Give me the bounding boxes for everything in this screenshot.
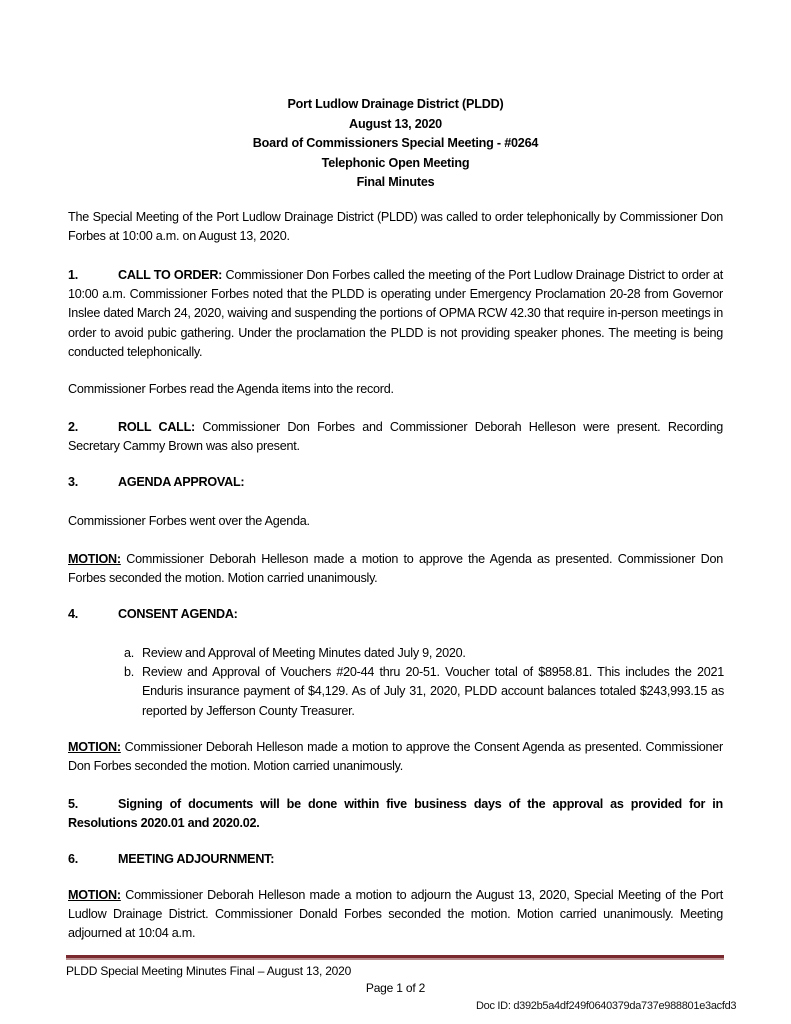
- motion-adjourn: [68, 886, 723, 944]
- district-name: Port Ludlow Drainage District (PLDD): [287, 97, 504, 111]
- agenda-review-paragraph: Commissioner Forbes went over the Agenda.: [68, 514, 310, 528]
- section-label: CALL TO ORDER:: [118, 268, 223, 282]
- motion-text: Commissioner Deborah Helleson made a motion to approve the Agenda as presented. Commissioner Don Forbes seconded the motion. Motion carried unanimously.: [68, 552, 723, 586]
- section-number: 1.: [68, 268, 79, 282]
- page-number: Page 1 of 2: [365, 981, 426, 995]
- section-consent-agenda: [68, 607, 238, 621]
- section-text: Commissioner Don Forbes called the meeting of the Port Ludlow Drainage District to order at 10:00 a.m. Commissioner Forbes noted that the PLDD is operating under Emergency Proclamation 20-28 from Governor Inslee dated March 24, 2020, waiving and suspending the portions of OPMA RCW 42.30 that require in-person meetings in order to avoid pubic gathering. Under the proclamation the PLDD is not providing speaker phones. The meeting is being conducted telephonically.: [68, 268, 724, 359]
- footer-title: PLDD Special Meeting Minutes Final – August 13, 2020: [66, 964, 352, 978]
- motion-text: Commissioner Deborah Helleson made a motion to approve the Consent Agenda as presented. Commissioner Don Forbes seconded the motion. Motion carried unanimously.: [68, 740, 723, 774]
- section-number: 6.: [68, 852, 79, 866]
- list-item: [124, 644, 724, 663]
- motion-approve-agenda: [68, 550, 723, 588]
- section-number: 2.: [68, 420, 79, 434]
- section-number: 4.: [68, 607, 79, 621]
- section-label: AGENDA APPROVAL:: [118, 475, 245, 489]
- section-agenda-approval: [68, 475, 244, 489]
- agenda-read-paragraph: Commissioner Forbes read the Agenda items into the record.: [68, 382, 394, 396]
- section-signing-documents: [68, 795, 723, 833]
- list-item-text: Review and Approval of Meeting Minutes dated July 9, 2020.: [142, 646, 466, 660]
- motion-label: MOTION:: [68, 740, 121, 754]
- list-item: [124, 663, 724, 721]
- section-number: 3.: [68, 475, 79, 489]
- meeting-type: Telephonic Open Meeting: [321, 155, 470, 170]
- list-item-text: Review and Approval of Vouchers #20-44 thru 20-51. Voucher total of $8958.81. This includes the 2021 Enduris insurance payment of $4,129. As of July 31, 2020, PLDD account balances totaled $243,993.15 as reported by Jefferson County Treasurer.: [142, 665, 724, 718]
- meeting-title: Board of Commissioners Special Meeting - #0264: [252, 136, 539, 151]
- section-call-to-order: [68, 266, 723, 362]
- section-label: CONSENT AGENDA:: [118, 607, 238, 621]
- section-number: 5.: [68, 797, 79, 811]
- meeting-date: August 13, 2020: [349, 116, 442, 131]
- list-marker: b.: [124, 665, 135, 680]
- footer-rule-shadow: [66, 958, 724, 960]
- section-roll-call: [68, 418, 723, 456]
- section-text: Commissioner Don Forbes and Commissioner Deborah Helleson were present. Recording Secretary Cammy Brown was also present.: [68, 420, 723, 454]
- section-label: MEETING ADJOURNMENT:: [118, 852, 275, 866]
- motion-text: Commissioner Deborah Helleson made a motion to adjourn the August 13, 2020, Special Meeting of the Port Ludlow Drainage District. Commissioner Donald Forbes seconded the motion. Motion carried unanimously. Meeting adjourned at 10:04 a.m.: [68, 888, 723, 941]
- motion-label: MOTION:: [68, 888, 121, 902]
- motion-label: MOTION:: [68, 552, 121, 566]
- doc-id: Doc ID: d392b5a4df249f0640379da737e988801e3acfd3: [476, 1000, 737, 1012]
- minutes-status: Final Minutes: [356, 175, 435, 190]
- list-marker: a.: [124, 646, 135, 660]
- section-text: Signing of documents will be done within five business days of the approval as provided for in Resolutions 2020.01 and 2020.02.: [68, 797, 723, 831]
- section-label: ROLL CALL:: [118, 420, 195, 434]
- section-meeting-adjournment: [68, 852, 274, 866]
- motion-approve-consent-agenda: [68, 738, 723, 776]
- consent-agenda-list: [124, 644, 724, 721]
- intro-paragraph: The Special Meeting of the Port Ludlow Drainage District (PLDD) was called to order telephonically by Commissioner Don Forbes at 10:00 a.m. on August 13, 2020.: [68, 210, 723, 244]
- document-title-block: [0, 95, 791, 193]
